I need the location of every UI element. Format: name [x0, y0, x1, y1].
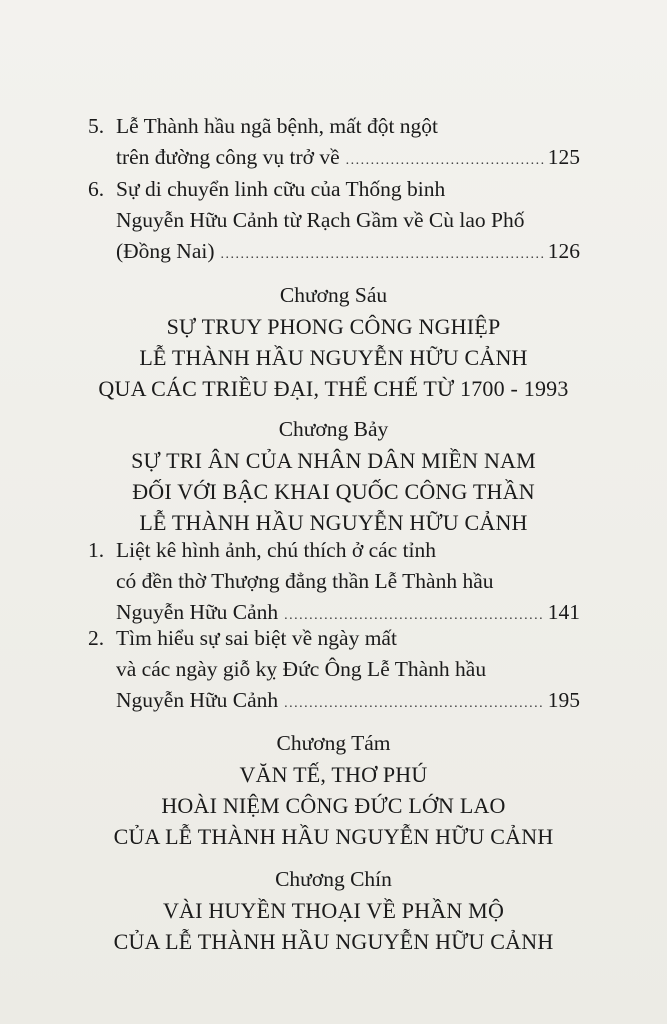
dot-leader — [221, 239, 545, 270]
dot-leader — [346, 145, 545, 176]
toc-entry-line: Sự di chuyển linh cữu của Thống binh — [116, 177, 446, 201]
chapter-title-line: VÀI HUYỀN THOẠI VỀ PHẦN MỘ — [162, 898, 505, 923]
chapter-title-line: SỰ TRI ÂN CỦA NHÂN DÂN MIỀN NAM — [131, 448, 536, 473]
chapter-eight-heading — [60, 728, 607, 852]
toc-entry-2 — [88, 623, 580, 719]
chapter-seven-heading — [60, 414, 607, 538]
chapter-label: Chương Bảy — [278, 417, 389, 441]
chapter-title-line: QUA CÁC TRIỀU ĐẠI, THỂ CHẾ TỪ 1700 - 1993 — [98, 376, 569, 401]
chapter-label: Chương Tám — [276, 731, 391, 755]
toc-page-number: 125 — [547, 145, 580, 169]
toc-entry-line: Liệt kê hình ảnh, chú thích ở các tỉnh — [116, 538, 437, 562]
chapter-title-line: LỄ THÀNH HẦU NGUYỄN HỮU CẢNH — [139, 345, 528, 370]
toc-page-number: 195 — [547, 688, 580, 712]
toc-entry-line: Nguyễn Hữu Cảnh — [116, 688, 279, 712]
toc-entry-number: 1. — [88, 538, 105, 562]
dot-leader — [284, 688, 545, 719]
chapter-title-line: VĂN TẾ, THƠ PHÚ — [239, 762, 428, 787]
chapter-title-line: ĐỐI VỚI BẬC KHAI QUỐC CÔNG THẦN — [132, 479, 535, 504]
toc-entry-number: 5. — [88, 114, 105, 138]
toc-entry-line: Tìm hiểu sự sai biệt về ngày mất — [116, 626, 397, 650]
toc-entry-1 — [88, 535, 580, 631]
toc-entry-line: trên đường công vụ trở về — [116, 145, 340, 169]
toc-page-number: 141 — [547, 600, 580, 624]
chapter-title-line: SỰ TRUY PHONG CÔNG NGHIỆP — [166, 314, 501, 339]
chapter-label: Chương Chín — [275, 867, 392, 891]
toc-entry-line: (Đồng Nai) — [116, 239, 215, 263]
toc-page-number: 126 — [547, 239, 580, 263]
toc-entry-line: Nguyễn Hữu Cảnh — [116, 600, 279, 624]
chapter-nine-heading — [60, 864, 607, 957]
toc-entry-number: 2. — [88, 626, 105, 650]
toc-entry-number: 6. — [88, 177, 105, 201]
toc-entry-line: và các ngày giỗ kỵ Đức Ông Lễ Thành hầu — [116, 657, 487, 681]
chapter-title-line: CỦA LỄ THÀNH HẦU NGUYỄN HỮU CẢNH — [113, 824, 554, 849]
toc-entry-line: Lễ Thành hầu ngã bệnh, mất đột ngột — [116, 114, 439, 138]
chapter-title-line: LỄ THÀNH HẦU NGUYỄN HỮU CẢNH — [139, 510, 528, 535]
toc-entry-6 — [88, 174, 580, 270]
chapter-label: Chương Sáu — [279, 283, 388, 307]
chapter-title-line: CỦA LỄ THÀNH HẦU NGUYỄN HỮU CẢNH — [113, 929, 554, 954]
toc-entry-5 — [88, 111, 580, 176]
chapter-six-heading — [60, 280, 607, 404]
toc-entry-line: có đền thờ Thượng đẳng thần Lễ Thành hầu — [116, 569, 494, 593]
toc-entry-line: Nguyễn Hữu Cảnh từ Rạch Gầm về Cù lao Phố — [116, 208, 525, 232]
chapter-title-line: HOÀI NIỆM CÔNG ĐỨC LỚN LAO — [161, 793, 506, 818]
